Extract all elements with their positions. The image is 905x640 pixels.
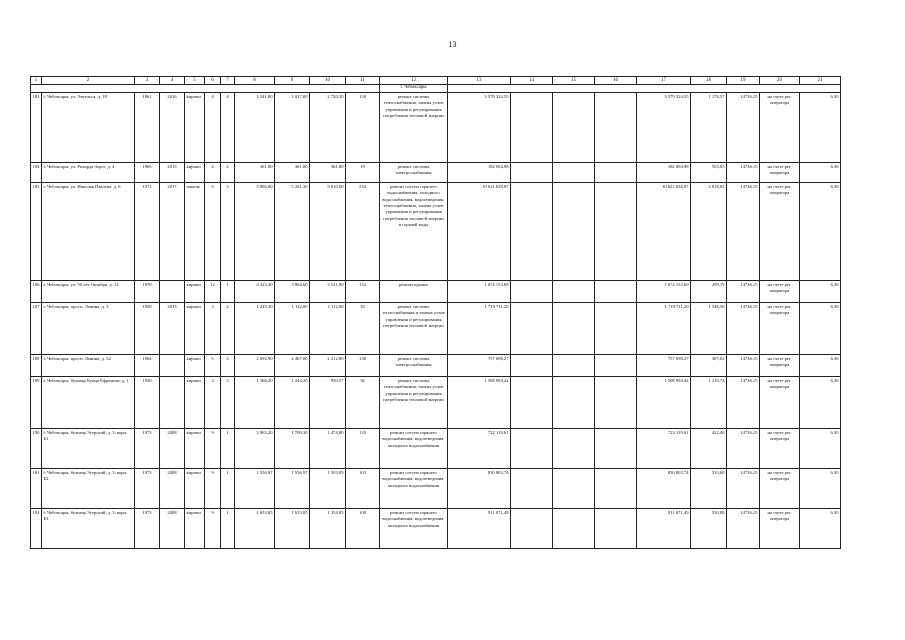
empty-cell: [553, 428, 595, 468]
address: г. Чебоксары, бульвар Эгерский, д. 3, корп. Б3: [42, 508, 135, 548]
floors: 9: [205, 468, 221, 508]
empty-cell: [595, 376, 637, 428]
cost-limit: 14736,15: [727, 428, 760, 468]
term: 6,30: [800, 302, 841, 354]
term: 6,30: [800, 354, 841, 376]
residents: 135: [346, 428, 380, 468]
floors: 2: [205, 162, 221, 182]
entrances: 1: [221, 508, 235, 548]
column-number: 5: [185, 77, 205, 85]
residents: 133: [346, 280, 380, 302]
column-number: 14: [511, 77, 553, 85]
wall-material: кирпич: [185, 162, 205, 182]
year-renovated: 2016: [160, 92, 185, 162]
column-number: 11: [346, 77, 380, 85]
floors: 3: [205, 376, 221, 428]
residents: 35: [346, 302, 380, 354]
row-number: 186: [31, 280, 42, 302]
empty-cell: [553, 302, 595, 354]
unit-cost: 1 546,50: [691, 302, 727, 354]
column-number: 21: [800, 77, 841, 85]
table-row: [31, 162, 841, 182]
column-number: 6: [205, 77, 221, 85]
row-number: 191: [31, 468, 42, 508]
cost-total: 1 719 711,20: [448, 302, 511, 354]
area-total: 1 556,97: [235, 468, 275, 508]
empty-cell: [511, 376, 553, 428]
funding-method: на счете рег. оператора: [760, 162, 800, 182]
area-living: 1 709,30: [275, 428, 310, 468]
unit-cost: 533,60: [691, 468, 727, 508]
cost-total: 722 119,61: [448, 428, 511, 468]
area-residential: 950,57: [310, 376, 346, 428]
address: г. Чебоксары, просп. Ленина, д. 52: [42, 354, 135, 376]
cost-total: 10 621 638,87: [448, 182, 511, 280]
cost-limit: 14736,15: [727, 302, 760, 354]
work-type: ремонт системы теплоснабжения, замена узлов управления и регулирования потребления тепловой энергии: [380, 376, 448, 428]
column-number: 20: [760, 77, 800, 85]
entrances: 3: [221, 376, 235, 428]
floors: 5: [205, 182, 221, 280]
funding-method: на счете рег. оператора: [760, 302, 800, 354]
year-renovated: 2008: [160, 428, 185, 468]
area-living: 3 804,60: [275, 280, 310, 302]
cost-fund: 182 004,98: [637, 162, 691, 182]
area-total: 5 866,00: [235, 182, 275, 280]
cost-limit: 14736,15: [727, 92, 760, 162]
column-number: 8: [235, 77, 275, 85]
area-residential: 2 720,50: [310, 92, 346, 162]
cost-total: 1 508 994,42: [448, 376, 511, 428]
year-built: 1973: [135, 508, 160, 548]
empty-cell: [511, 182, 553, 280]
column-number: 10: [310, 77, 346, 85]
area-living: 1 112,00: [275, 302, 310, 354]
repair-program-table: [30, 76, 841, 549]
table-row: [31, 280, 841, 302]
unit-cost: 1 178,57: [691, 92, 727, 162]
empty-cell: [511, 508, 553, 548]
row-number: 192: [31, 508, 42, 548]
funding-method: на счете рег. оператора: [760, 182, 800, 280]
column-number: 9: [275, 77, 310, 85]
area-total: 1 653,85: [235, 508, 275, 548]
empty-cell: [595, 280, 637, 302]
area-living: 1 556,97: [275, 468, 310, 508]
floors: 3: [205, 302, 221, 354]
empty-cell: [511, 92, 553, 162]
area-total: 1 366,20: [235, 376, 275, 428]
year-renovated: 2015: [160, 302, 185, 354]
area-total: 3 965,20: [235, 428, 275, 468]
row-number: 190: [31, 428, 42, 468]
floors: 12: [205, 280, 221, 302]
empty-cell: [511, 302, 553, 354]
city-heading: г. Чебоксары: [380, 85, 448, 93]
residents: 19: [346, 162, 380, 182]
entrances: 2: [221, 162, 235, 182]
empty-cell: [595, 182, 637, 280]
residents: 158: [346, 92, 380, 162]
wall-material: кирпич: [185, 376, 205, 428]
row-number: 185: [31, 182, 42, 280]
empty-cell: [595, 354, 637, 376]
unit-cost: 422,46: [691, 428, 727, 468]
address: г. Чебоксары, бульвар Эгерский, д. 3, корп. Б1: [42, 428, 135, 468]
unit-cost: 299,19: [691, 280, 727, 302]
area-residential: 1 503,09: [310, 468, 346, 508]
wall-material: кирпич: [185, 302, 205, 354]
area-living: 1 653,85: [275, 508, 310, 548]
cost-fund: 10 621 638,87: [637, 182, 691, 280]
empty-cell: [595, 428, 637, 468]
funding-method: на счете рег. оператора: [760, 376, 800, 428]
year-renovated: 2015: [160, 162, 185, 182]
address: г. Чебоксары, ул. Энгельса, д. 18: [42, 92, 135, 162]
table-row: [31, 302, 841, 354]
term: 6,30: [800, 92, 841, 162]
entrances: 1: [221, 280, 235, 302]
year-built: 1965: [135, 162, 160, 182]
term: 6,30: [800, 428, 841, 468]
empty-cell: [511, 162, 553, 182]
cost-fund: 757 698,27: [637, 354, 691, 376]
column-number: 12: [380, 77, 448, 85]
year-renovated: [160, 354, 185, 376]
column-number: 16: [595, 77, 637, 85]
area-residential: 1 354,95: [310, 508, 346, 548]
term: 6,30: [800, 468, 841, 508]
address: г. Чебоксары, просп. Ленина, д. 3: [42, 302, 135, 354]
area-living: 3 037,00: [275, 92, 310, 162]
wall-material: кирпич: [185, 508, 205, 548]
year-built: 1930: [135, 376, 160, 428]
table-row: [31, 354, 841, 376]
row-number: 183: [31, 92, 42, 162]
entrances: 1: [221, 428, 235, 468]
cost-fund: 911 071,49: [637, 508, 691, 548]
column-number: 2: [42, 77, 135, 85]
area-residential: 5 010,00: [310, 182, 346, 280]
work-type: ремонт системы теплоснабжения и замена узлов управления и регулирования потребления тепловой энергии: [380, 302, 448, 354]
empty-cell: [595, 302, 637, 354]
cost-limit: 14736,15: [727, 376, 760, 428]
year-renovated: 2008: [160, 468, 185, 508]
funding-method: на счете рег. оператора: [760, 280, 800, 302]
floors: 4: [205, 92, 221, 162]
area-residential: 361,80: [310, 162, 346, 182]
empty-cell: [511, 280, 553, 302]
cost-total: 3 579 324,55: [448, 92, 511, 162]
term: 6,30: [800, 162, 841, 182]
cost-fund: 830 803,74: [637, 468, 691, 508]
year-renovated: [160, 376, 185, 428]
entrances: 1: [221, 468, 235, 508]
year-built: 1973: [135, 428, 160, 468]
empty-cell: [595, 162, 637, 182]
empty-cell: [553, 182, 595, 280]
residents: 234: [346, 182, 380, 280]
residents: 103: [346, 468, 380, 508]
area-residential: 3 521,90: [310, 280, 346, 302]
cost-fund: 722 119,61: [637, 428, 691, 468]
row-number: 187: [31, 302, 42, 354]
column-number: 15: [553, 77, 595, 85]
year-built: 1972: [135, 182, 160, 280]
residents: 138: [346, 354, 380, 376]
address: г. Чебоксары, ул. Рихарда Зорге, д. 4: [42, 162, 135, 182]
column-number: 4: [160, 77, 185, 85]
term: 6,30: [800, 376, 841, 428]
year-built: 1964: [135, 354, 160, 376]
cost-fund: 1 074 153,60: [637, 280, 691, 302]
work-type: ремонт систем горячего водоснабжения, водоотведения, холодного водоснабжения: [380, 428, 448, 468]
address: г. Чебоксары, ул. Николая Павлова, д. 6: [42, 182, 135, 280]
area-total: 361,80: [235, 162, 275, 182]
area-residential: 1 474,80: [310, 428, 346, 468]
empty-cell: [511, 468, 553, 508]
area-total: 4 423,30: [235, 280, 275, 302]
year-renovated: 2017: [160, 182, 185, 280]
wall-material: кирпич: [185, 428, 205, 468]
row-number: 184: [31, 162, 42, 182]
table-row: [31, 182, 841, 280]
floors: 9: [205, 508, 221, 548]
area-living: 1 244,20: [275, 376, 310, 428]
column-number: 1: [31, 77, 42, 85]
column-number-row: [31, 77, 841, 85]
residents: 36: [346, 376, 380, 428]
column-number: 13: [448, 77, 511, 85]
wall-material: панель: [185, 182, 205, 280]
year-built: 1970: [135, 280, 160, 302]
cost-total: 1 074 153,60: [448, 280, 511, 302]
term: 6,30: [800, 280, 841, 302]
work-type: ремонт системы теплоснабжения, замена узлов управления и регулирования потребления тепловой энергии: [380, 92, 448, 162]
cost-limit: 14736,15: [727, 280, 760, 302]
empty-cell: [553, 376, 595, 428]
cost-fund: 3 579 324,55: [637, 92, 691, 162]
area-living: 5 261,30: [275, 182, 310, 280]
funding-method: на счете рег. оператора: [760, 92, 800, 162]
entrances: 3: [221, 182, 235, 280]
cost-limit: 14736,15: [727, 468, 760, 508]
address: г. Чебоксары, ул. 50 лет Октября, д. 12: [42, 280, 135, 302]
entrances: 4: [221, 92, 235, 162]
wall-material: кирпич: [185, 354, 205, 376]
table-row: [31, 468, 841, 508]
table-row: [31, 92, 841, 162]
funding-method: на счете рег. оператора: [760, 428, 800, 468]
city-heading-row: [31, 85, 841, 93]
term: 6,30: [800, 182, 841, 280]
cost-limit: 14736,15: [727, 182, 760, 280]
table-row: [31, 376, 841, 428]
term: 6,30: [800, 508, 841, 548]
cost-limit: 14736,15: [727, 162, 760, 182]
row-number: 188: [31, 354, 42, 376]
year-renovated: [160, 280, 185, 302]
funding-method: на счете рег. оператора: [760, 354, 800, 376]
wall-material: кирпич: [185, 280, 205, 302]
cost-limit: 14736,15: [727, 354, 760, 376]
row-number: 189: [31, 376, 42, 428]
area-residential: 1 112,00: [310, 302, 346, 354]
year-renovated: 2008: [160, 508, 185, 548]
empty-cell: [595, 92, 637, 162]
area-living: 2 467,00: [275, 354, 310, 376]
work-type: ремонт системы электроснабжения: [380, 354, 448, 376]
work-type: ремонт крыши: [380, 280, 448, 302]
empty-cell: [553, 508, 595, 548]
address: г. Чебоксары, бульвар Эгерский, д. 3, корп. Б2: [42, 468, 135, 508]
area-living: 361,80: [275, 162, 310, 182]
empty-cell: [553, 468, 595, 508]
year-built: 1961: [135, 92, 160, 162]
empty-cell: [511, 354, 553, 376]
entrances: 3: [221, 354, 235, 376]
unit-cost: 1 210,74: [691, 376, 727, 428]
cost-total: 830 803,74: [448, 468, 511, 508]
unit-cost: 503,05: [691, 162, 727, 182]
page-number: 13: [448, 40, 457, 49]
work-type: ремонт систем горячего водоснабжения, водоотведения, холодного водоснабжения: [380, 508, 448, 548]
empty-cell: [595, 468, 637, 508]
empty-cell: [595, 508, 637, 548]
unit-cost: 2 018,82: [691, 182, 727, 280]
column-number: 18: [691, 77, 727, 85]
empty-cell: [553, 280, 595, 302]
area-total: 1 249,30: [235, 302, 275, 354]
wall-material: кирпич: [185, 468, 205, 508]
cost-total: 757 698,27: [448, 354, 511, 376]
cost-fund: 1 719 711,20: [637, 302, 691, 354]
floors: 5: [205, 354, 221, 376]
empty-cell: [553, 92, 595, 162]
column-number: 7: [221, 77, 235, 85]
work-type: ремонт систем горячего водоснабжения, водоотведения, холодного водоснабжения: [380, 468, 448, 508]
column-number: 19: [727, 77, 760, 85]
year-built: 1973: [135, 468, 160, 508]
column-number: 3: [135, 77, 160, 85]
table-row: [31, 508, 841, 548]
funding-method: на счете рег. оператора: [760, 468, 800, 508]
unit-cost: 307,02: [691, 354, 727, 376]
table-row: [31, 428, 841, 468]
empty-cell: [511, 428, 553, 468]
floors: 9: [205, 428, 221, 468]
unit-cost: 550,88: [691, 508, 727, 548]
wall-material: кирпич: [185, 92, 205, 162]
column-number: 17: [637, 77, 691, 85]
empty-cell: [553, 354, 595, 376]
area-total: 2 692,90: [235, 354, 275, 376]
year-built: 1950: [135, 302, 160, 354]
cost-total: 182 004,98: [448, 162, 511, 182]
residents: 108: [346, 508, 380, 548]
address: г. Чебоксары, бульвар Купца Ефремова, д. 1: [42, 376, 135, 428]
cost-limit: 14736,15: [727, 508, 760, 548]
area-total: 3 241,00: [235, 92, 275, 162]
funding-method: на счете рег. оператора: [760, 508, 800, 548]
work-type: ремонт систем горячего водоснабжения, холодного водоснабжения, водоотведения, теплоснабжения, замена узлов управления и регулирования потребления тепловой энергии и горячей воды: [380, 182, 448, 280]
cost-fund: 1 508 994,42: [637, 376, 691, 428]
work-type: ремонт системы электроснабжения: [380, 162, 448, 182]
empty-cell: [553, 162, 595, 182]
cost-total: 911 071,49: [448, 508, 511, 548]
entrances: 2: [221, 302, 235, 354]
area-residential: 2 212,80: [310, 354, 346, 376]
